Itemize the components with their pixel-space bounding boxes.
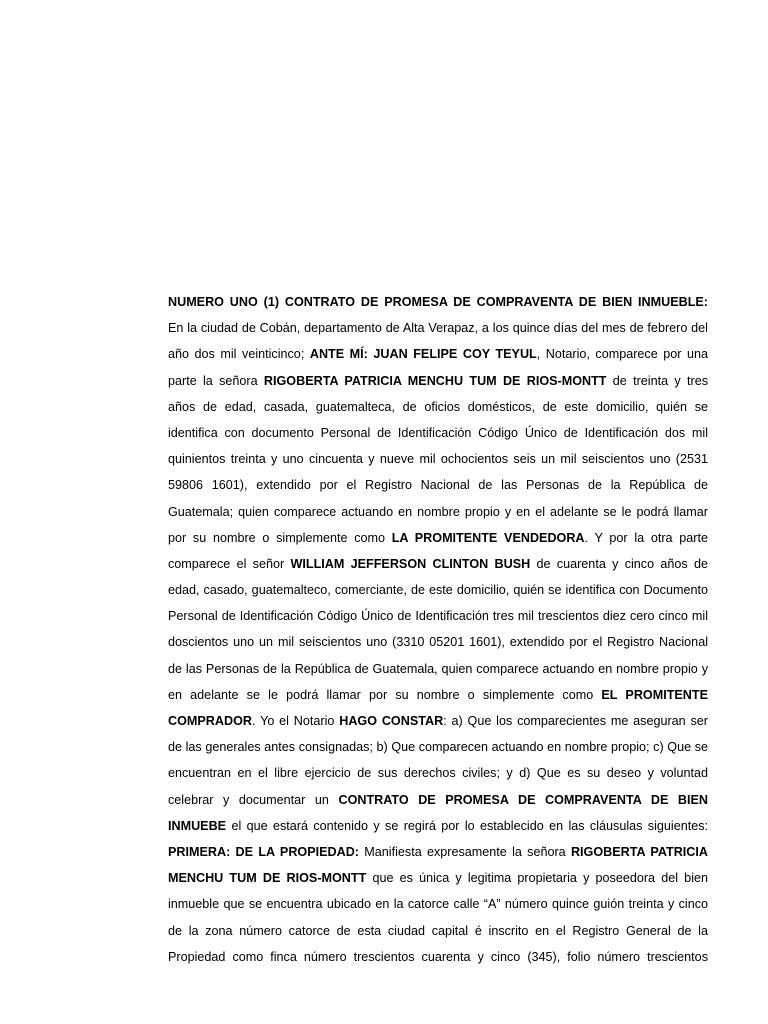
text-line	[168, 341, 708, 367]
bold-text-run: EL PROMITENTE	[601, 687, 708, 702]
text-line	[168, 551, 708, 577]
text-run: que es única y legitima propietaria y poseedora del bien	[366, 871, 708, 886]
text-run: Personal de Identificación Código Único de Identificación tres mil trescientos diez cero cinco mil	[168, 609, 708, 624]
text-line	[168, 315, 708, 341]
text-line	[168, 629, 708, 655]
bold-text-run: HAGO CONSTAR	[339, 714, 444, 728]
text-line	[168, 918, 708, 944]
text-line	[168, 420, 708, 446]
text-line	[168, 394, 708, 420]
bold-text-run: MENCHU TUM DE RIOS-MONTT	[168, 871, 367, 886]
text-run: identifica con documento Personal de Identificación Código Único de Identificación dos mil	[168, 425, 708, 440]
text-run: En la ciudad de Cobán, departamento de Alta Verapaz, a los quince días del mes de febrero del	[168, 321, 708, 336]
text-line	[168, 446, 708, 472]
bold-text-run: RIGOBERTA PATRICIA MENCHU TUM DE RIOS-MONTT	[263, 373, 607, 388]
text-line	[168, 603, 708, 629]
text-line	[168, 891, 708, 917]
text-run: en adelante se le podrá llamar por su nombre o simplemente como	[168, 687, 602, 702]
bold-text-run: WILLIAM JEFFERSON CLINTON BUSH	[290, 556, 531, 571]
bold-text-run: INMUEBE	[168, 818, 227, 833]
text-line	[168, 472, 708, 498]
text-line	[168, 865, 708, 891]
text-run: de las Personas de la República de Guatemala, quien comparece actuando en nombre propio y	[168, 661, 708, 676]
text-line	[168, 682, 708, 708]
text-run: de cuarenta y cinco años de	[530, 556, 708, 571]
text-line	[168, 787, 708, 813]
text-run: inmueble que se encuentra ubicado en la catorce calle “A” número quince guión treinta y cinco	[168, 897, 708, 912]
text-line	[168, 944, 708, 970]
text-run: : a) Que los comparecientes me aseguran ser	[443, 714, 708, 728]
text-run: encuentran en el libre ejercicio de sus derechos civiles; y d) Que es su deseo y voluntad	[168, 766, 708, 781]
text-run: años de edad, casada, guatemalteca, de oficios domésticos, de este domicilio, quién se	[168, 399, 708, 414]
bold-text-run: PRIMERA: DE LA PROPIEDAD:	[168, 844, 360, 859]
text-run: 59806 1601), extendido por el Registro Nacional de las Personas de la República de	[168, 478, 708, 493]
bold-text-run: ANTE MÍ: JUAN FELIPE COY TEYUL	[309, 347, 537, 362]
bold-text-run: NUMERO UNO (1) CONTRATO DE PROMESA DE COMPRAVENTA DE BIEN INMUEBLE:	[168, 295, 708, 309]
text-line	[168, 839, 708, 865]
text-line	[168, 813, 708, 839]
text-run: de treinta y tres	[606, 373, 708, 388]
text-run: celebrar y documentar un	[168, 792, 339, 807]
text-run: año dos mil veinticinco;	[168, 347, 310, 362]
text-run: por su nombre o simplemente como	[168, 530, 392, 545]
bold-text-run: RIGOBERTA PATRICIA	[570, 844, 708, 859]
text-run: . Y por la otra parte	[584, 530, 708, 545]
text-line	[168, 734, 708, 760]
text-line	[168, 577, 708, 603]
text-run: de las generales antes consignadas; b) Que comparecen actuando en nombre propio; c) Que se	[168, 740, 708, 755]
text-line	[168, 499, 708, 525]
text-run: Propiedad como finca número trescientos cuarenta y cinco (345), folio número trescientos	[168, 949, 708, 964]
text-run: quinientos treinta y uno cincuenta y nueve mil ochocientos seis un mil seiscientos uno (2531	[168, 452, 708, 467]
text-line	[168, 760, 708, 786]
text-run: el que estará contenido y se regirá por lo establecido en las cláusulas siguientes:	[226, 818, 708, 833]
text-run: Guatemala; quien comparece actuando en nombre propio y en el adelante se le podrá llamar	[168, 504, 708, 519]
text-run: comparece el señor	[168, 556, 291, 571]
text-line	[168, 708, 708, 734]
text-run: de la zona número catorce de esta ciudad capital é inscrito en el Registro General de la	[168, 923, 708, 938]
text-line	[168, 289, 708, 315]
text-line	[168, 525, 708, 551]
text-run: . Yo el Notario	[251, 714, 340, 728]
text-run: , Notario, comparece por una	[536, 347, 708, 362]
text-run: parte la señora	[168, 373, 264, 388]
text-run: edad, casado, guatemalteco, comerciante, de este domicilio, quién se identifica con Documento	[168, 583, 708, 598]
text-run: Manifiesta expresamente la señora	[359, 844, 571, 859]
bold-text-run: COMPRADOR	[168, 714, 252, 728]
bold-text-run: LA PROMITENTE VENDEDORA	[391, 530, 585, 545]
contract-body	[168, 289, 708, 970]
bold-text-run: CONTRATO DE PROMESA DE COMPRAVENTA DE BIEN	[338, 792, 708, 807]
text-line	[168, 368, 708, 394]
text-line	[168, 656, 708, 682]
text-run: doscientos uno un mil seiscientos uno (3310 05201 1601), extendido por el Registro Nacional	[168, 635, 708, 650]
